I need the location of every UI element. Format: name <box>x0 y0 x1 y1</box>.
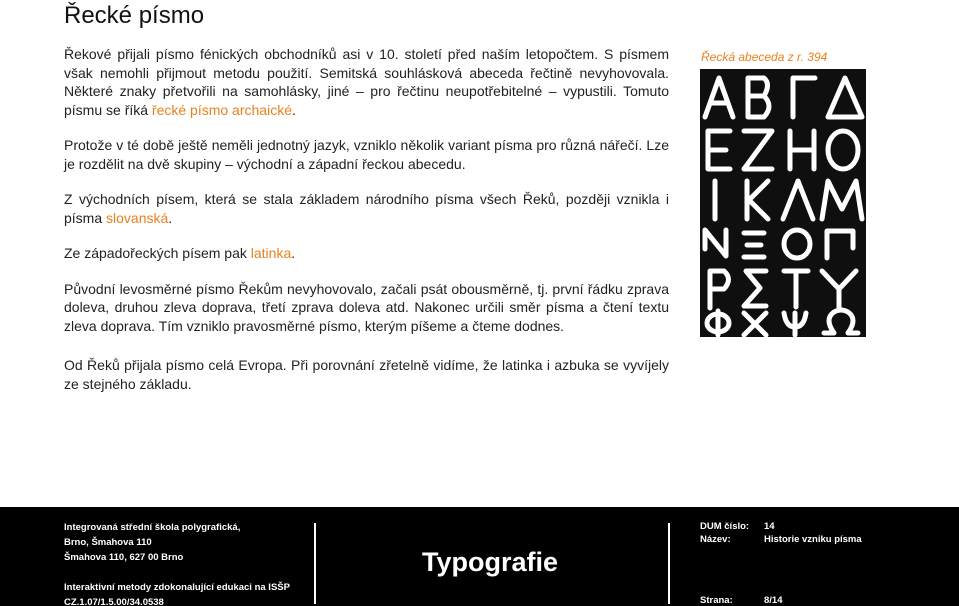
highlight-latin: latinka <box>250 245 292 261</box>
figure-caption: Řecká abeceda z r. 394 <box>701 50 828 64</box>
paragraph-text: Z východních písem, která se stala základem národního písma všech Řeků, později vznikla i písma <box>64 191 669 226</box>
paragraph-text: . <box>291 245 296 261</box>
school-city: Brno, Šmahova 110 <box>64 537 152 548</box>
paragraph-text: . <box>168 209 173 226</box>
dum-label: DUM číslo: <box>700 521 750 532</box>
footer-divider <box>668 523 670 604</box>
footer-divider <box>314 523 316 604</box>
page-label: Strana: <box>700 595 733 606</box>
school-info <box>64 520 240 565</box>
greek-alphabet-drawing <box>700 69 866 337</box>
footer <box>0 507 959 606</box>
subject-title: Typografie <box>421 547 558 577</box>
dum-title <box>700 534 862 545</box>
page-title: Řecké písmo <box>64 2 205 29</box>
project-info <box>64 580 290 606</box>
paragraph-archaic <box>64 45 669 119</box>
paragraph-text: Řekové přijali písmo fénických obchodníků asi v 10. století před naším letopočtem. S písmem však nemohli přijmout metodu použití. Semitská souhlásková abeceda řečtině nevyhovovala. Některé znaky přetvořili na samohlásky, jiné – pro řečtinu neupotřebitelné – vypustili. Tomuto písmu se říká <box>64 46 669 118</box>
highlight-archaic: řecké písmo archaické <box>151 101 292 118</box>
paragraph-text: Ze západořeckých písem pak <box>64 245 251 261</box>
name-value: Historie vzniku písma <box>764 534 862 545</box>
paragraph-text: . <box>291 101 296 118</box>
page-number <box>700 595 783 606</box>
school-name: Integrovaná střední škola polygrafická, <box>64 522 241 533</box>
project-code: CZ.1.07/1.5.00/34.0538 <box>64 597 164 606</box>
dum-value: 14 <box>764 521 775 532</box>
name-label: Název: <box>700 534 731 545</box>
paragraph-europe: Od Řeků přijala písmo celá Evropa. Při porovnání zřetelně vidíme, že latinka i azbuka se vyvíjely ze stejného základu. <box>64 357 669 392</box>
greek-alphabet-image <box>700 69 866 337</box>
school-address: Šmahova 110, 627 00 Brno <box>64 552 184 563</box>
page-value: 8/14 <box>764 595 783 606</box>
project-name: Interaktivní metody zdokonalující edukaci na ISŠP <box>64 582 290 593</box>
paragraph-western <box>64 244 669 263</box>
paragraph-direction: Původní levosměrné písmo Řekům nevyhovovalo, začali psát obousměrně, tj. první řádku zprava doleva, druhou zleva doprava, třetí zprava doleva atd. Nakonec určili směr písma a čtení textu zleva doprava. Tím vzniklo pravosměrné písmo, kterým píšeme a čteme dodnes. <box>64 280 669 334</box>
main-text <box>64 45 669 352</box>
dum-number <box>700 521 775 532</box>
highlight-slavic: slovanská <box>106 209 169 226</box>
paragraph-eastern <box>64 190 669 227</box>
paragraph-dialects: Protože v té době ještě neměli jednotný jazyk, vzniklo několik variant písma pro různá nářečí. Lze je rozdělit na dvě skupiny – východní a západní řeckou abecedu. <box>64 137 669 172</box>
